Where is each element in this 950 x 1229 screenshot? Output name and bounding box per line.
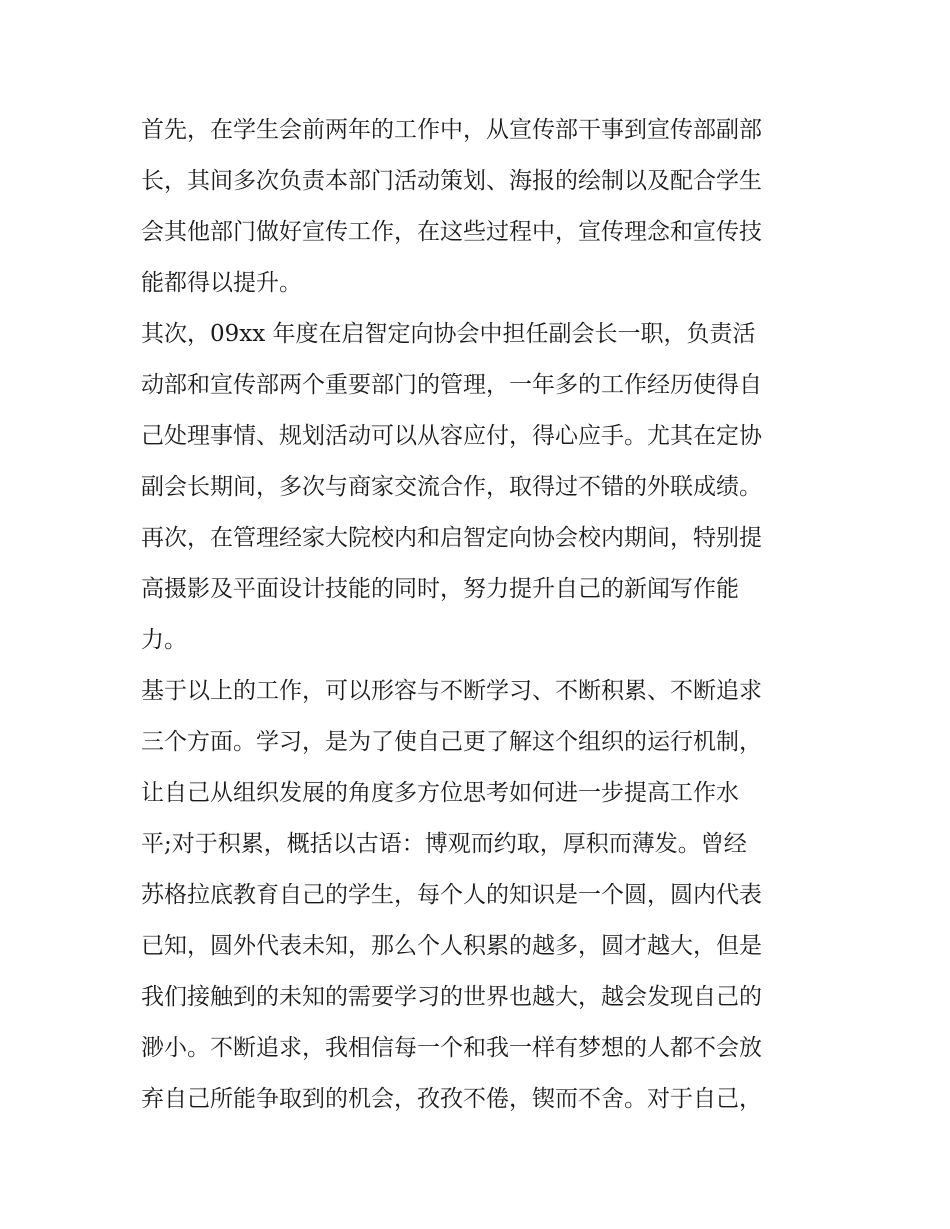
text-line: 再次，在管理经家大院校内和启智定向协会校内期间，特别提 bbox=[141, 525, 762, 551]
paragraph-orienteering-association bbox=[141, 309, 813, 513]
text-line: 长，其间多次负责本部门活动策划、海报的绘制以及配合学生 bbox=[141, 168, 762, 194]
text-line: 苏格拉底教育自己的学生，每个人的知识是一个圆，圆内代表 bbox=[141, 882, 762, 908]
text-line: 平;对于积累，概括以古语：博观而约取，厚积而薄发。曾经 bbox=[141, 831, 747, 857]
text-line: 三个方面。学习，是为了使自己更了解这个组织的运行机制， bbox=[141, 729, 762, 755]
text-line: 基于以上的工作，可以形容与不断学习、不断积累、不断追求 bbox=[141, 678, 762, 704]
text-line: 首先，在学生会前两年的工作中，从宣传部干事到宣传部副部 bbox=[141, 117, 762, 143]
text-line: 渺小。不断追求，我相信每一个和我一样有梦想的人都不会放 bbox=[141, 1035, 762, 1061]
text-line: 我们接触到的未知的需要学习的世界也越大，越会发现自己的 bbox=[141, 984, 762, 1010]
text-line: 让自己从组织发展的角度多方位思考如何进一步提高工作水 bbox=[141, 780, 739, 806]
text-line: 其次，09xx 年度在启智定向协会中担任副会长一职，负责活 bbox=[141, 321, 756, 347]
document-body bbox=[141, 105, 813, 1125]
text-line: 动部和宣传部两个重要部门的管理，一年多的工作经历使得自 bbox=[141, 372, 762, 398]
text-line: 会其他部门做好宣传工作，在这些过程中，宣传理念和宣传技 bbox=[141, 219, 762, 245]
text-line: 能都得以提升。 bbox=[141, 270, 302, 296]
text-line: 已知，圆外代表未知，那么个人积累的越多，圆才越大，但是 bbox=[141, 933, 762, 959]
text-line: 副会长期间，多次与商家交流合作，取得过不错的外联成绩。 bbox=[141, 474, 762, 500]
text-line: 己处理事情、规划活动可以从容应付，得心应手。尤其在定协 bbox=[141, 423, 762, 449]
paragraph-student-union bbox=[141, 105, 813, 309]
text-line: 弃自己所能争取到的机会，孜孜不倦，锲而不舍。对于自己， bbox=[141, 1086, 762, 1112]
text-line: 力。 bbox=[141, 627, 187, 653]
paragraph-skills bbox=[141, 513, 813, 666]
paragraph-summary bbox=[141, 666, 813, 1125]
text-line: 高摄影及平面设计技能的同时，努力提升自己的新闻写作能 bbox=[141, 576, 739, 602]
